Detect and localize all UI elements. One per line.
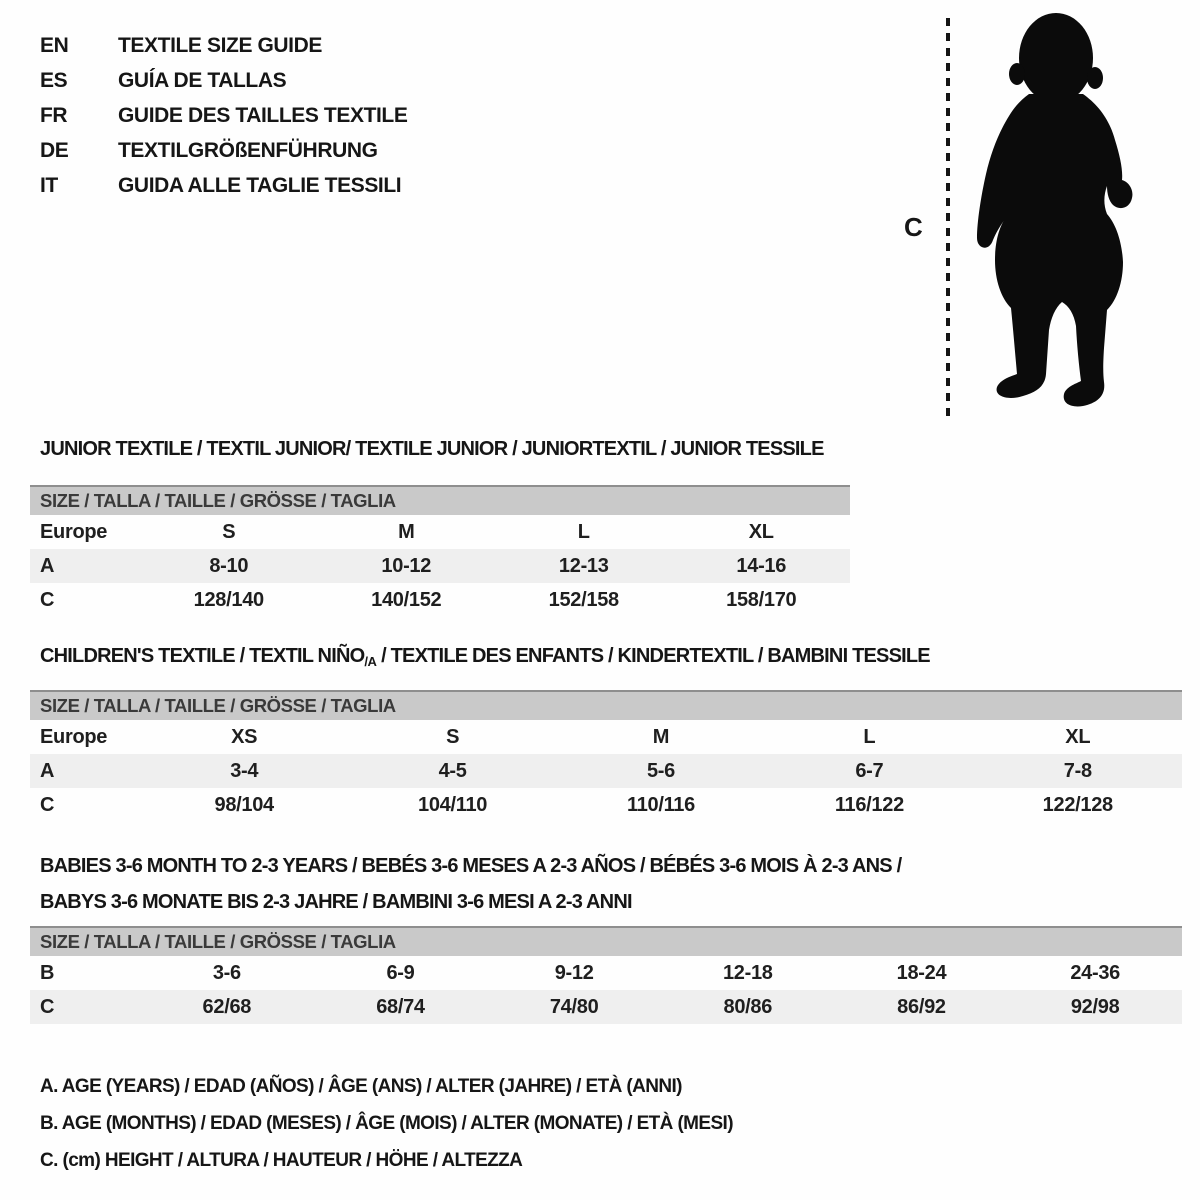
table-cell: 8-10 <box>140 549 318 583</box>
table-cell: 24-36 <box>1070 961 1120 984</box>
size-header-row <box>30 927 1182 956</box>
legend-line-a: A. AGE (YEARS) / EDAD (AÑOS) / ÂGE (ANS) / ALTER (JAHRE) / ETÀ (ANNI) <box>40 1076 682 1097</box>
table-cell: 3-6 <box>212 961 241 984</box>
language-row <box>40 98 407 133</box>
babies-section-title <box>40 848 901 920</box>
table-cell: 6-7 <box>765 754 973 788</box>
table-cell: 140/152 <box>371 588 442 611</box>
language-code: IT <box>40 174 58 197</box>
junior-section-title: JUNIOR TEXTILE / TEXTIL JUNIOR/ TEXTILE JUNIOR / JUNIORTEXTIL / JUNIOR TESSILE <box>40 438 824 460</box>
legend-line-b: B. AGE (MONTHS) / EDAD (MESES) / ÂGE (MOIS) / ALTER (MONATE) / ETÀ (MESI) <box>40 1113 733 1134</box>
table-cell: 7-8 <box>974 754 1182 788</box>
toddler-silhouette-icon <box>963 8 1148 423</box>
row-label: B <box>40 961 55 984</box>
table-cell: L <box>863 725 876 748</box>
size-header-cell: SIZE / TALLA / TAILLE / GRÖSSE / TAGLIA <box>30 486 850 515</box>
table-row <box>30 788 1182 822</box>
children-title-sub: /A <box>364 654 377 669</box>
row-label: Europe <box>40 725 108 748</box>
table-cell: 80/86 <box>661 990 835 1024</box>
table-row <box>30 583 850 617</box>
table-row <box>30 956 1182 990</box>
row-label: A <box>30 549 140 583</box>
table-cell: 6-9 <box>386 961 415 984</box>
babies-size-table <box>30 926 1182 1024</box>
table-cell: XS <box>231 725 258 748</box>
table-cell: 152/158 <box>548 588 619 611</box>
language-row <box>40 133 407 168</box>
table-row <box>30 515 850 549</box>
babies-title-line1: BABIES 3-6 MONTH TO 2-3 YEARS / BEBÉS 3-6 MESES A 2-3 AÑOS / BÉBÉS 3-6 MOIS À 2-3 ANS / <box>40 855 902 877</box>
children-section-title <box>40 645 930 669</box>
table-cell: 10-12 <box>318 549 496 583</box>
table-cell: 128/140 <box>193 588 264 611</box>
table-cell: 62/68 <box>140 990 314 1024</box>
table-cell: L <box>577 520 590 543</box>
table-cell: 74/80 <box>487 990 661 1024</box>
row-label: C <box>40 588 55 611</box>
table-cell: 18-24 <box>896 961 947 984</box>
language-label: GUIDA ALLE TAGLIE TESSILI <box>118 174 402 197</box>
table-cell: S <box>446 725 460 748</box>
table-cell: 3-4 <box>140 754 348 788</box>
junior-size-table <box>30 485 850 617</box>
height-measure-dashed-line <box>946 18 950 416</box>
height-measure-label: C <box>904 212 923 242</box>
size-header-cell: SIZE / TALLA / TAILLE / GRÖSSE / TAGLIA <box>30 691 1182 720</box>
table-cell: M <box>652 725 670 748</box>
legend-line-c: C. (cm) HEIGHT / ALTURA / HAUTEUR / HÖHE / ALTEZZA <box>40 1150 523 1171</box>
language-code: ES <box>40 69 68 92</box>
table-cell: 12-18 <box>722 961 773 984</box>
language-label: TEXTILGRÖßENFÜHRUNG <box>118 139 378 162</box>
table-cell: 116/122 <box>834 793 904 816</box>
table-row <box>30 990 1182 1024</box>
table-row <box>30 549 850 583</box>
language-list <box>40 28 407 203</box>
children-title-pre: CHILDREN'S TEXTILE / TEXTIL NIÑO <box>40 645 365 667</box>
language-row <box>40 168 407 203</box>
language-row <box>40 63 407 98</box>
size-header-row <box>30 486 850 515</box>
table-cell: 14-16 <box>673 549 851 583</box>
table-row <box>30 720 1182 754</box>
row-label: C <box>30 990 140 1024</box>
table-cell: 9-12 <box>554 961 594 984</box>
language-code: EN <box>40 34 69 57</box>
language-label: GUÍA DE TALLAS <box>118 69 287 92</box>
row-label: A <box>30 754 140 788</box>
table-cell: XL <box>748 520 774 543</box>
row-label: C <box>40 793 55 816</box>
table-cell: 158/170 <box>726 588 797 611</box>
table-cell: 68/74 <box>314 990 488 1024</box>
legend <box>40 1068 733 1179</box>
table-cell: S <box>222 520 236 543</box>
table-cell: 12-13 <box>495 549 673 583</box>
row-label: Europe <box>40 520 108 543</box>
table-cell: 92/98 <box>1008 990 1182 1024</box>
table-cell: 104/110 <box>418 793 488 816</box>
table-cell: 98/104 <box>214 793 274 816</box>
language-code: DE <box>40 139 69 162</box>
language-label: GUIDE DES TAILLES TEXTILE <box>118 104 408 127</box>
table-cell: M <box>398 520 415 543</box>
language-row <box>40 28 407 63</box>
table-cell: XL <box>1065 725 1091 748</box>
table-cell: 86/92 <box>835 990 1009 1024</box>
table-cell: 5-6 <box>557 754 765 788</box>
table-cell: 122/128 <box>1042 793 1113 816</box>
language-code: FR <box>40 104 68 127</box>
babies-title-line2: BABYS 3-6 MONATE BIS 2-3 JAHRE / BAMBINI 3-6 MESI A 2-3 ANNI <box>40 891 632 913</box>
size-header-row <box>30 691 1182 720</box>
children-title-post: / TEXTILE DES ENFANTS / KINDERTEXTIL / BAMBINI TESSILE <box>376 645 930 667</box>
language-label: TEXTILE SIZE GUIDE <box>118 34 322 57</box>
children-size-table <box>30 690 1182 822</box>
table-cell: 110/116 <box>626 793 695 816</box>
table-cell: 4-5 <box>348 754 556 788</box>
table-row <box>30 754 1182 788</box>
size-header-cell: SIZE / TALLA / TAILLE / GRÖSSE / TAGLIA <box>30 927 1182 956</box>
